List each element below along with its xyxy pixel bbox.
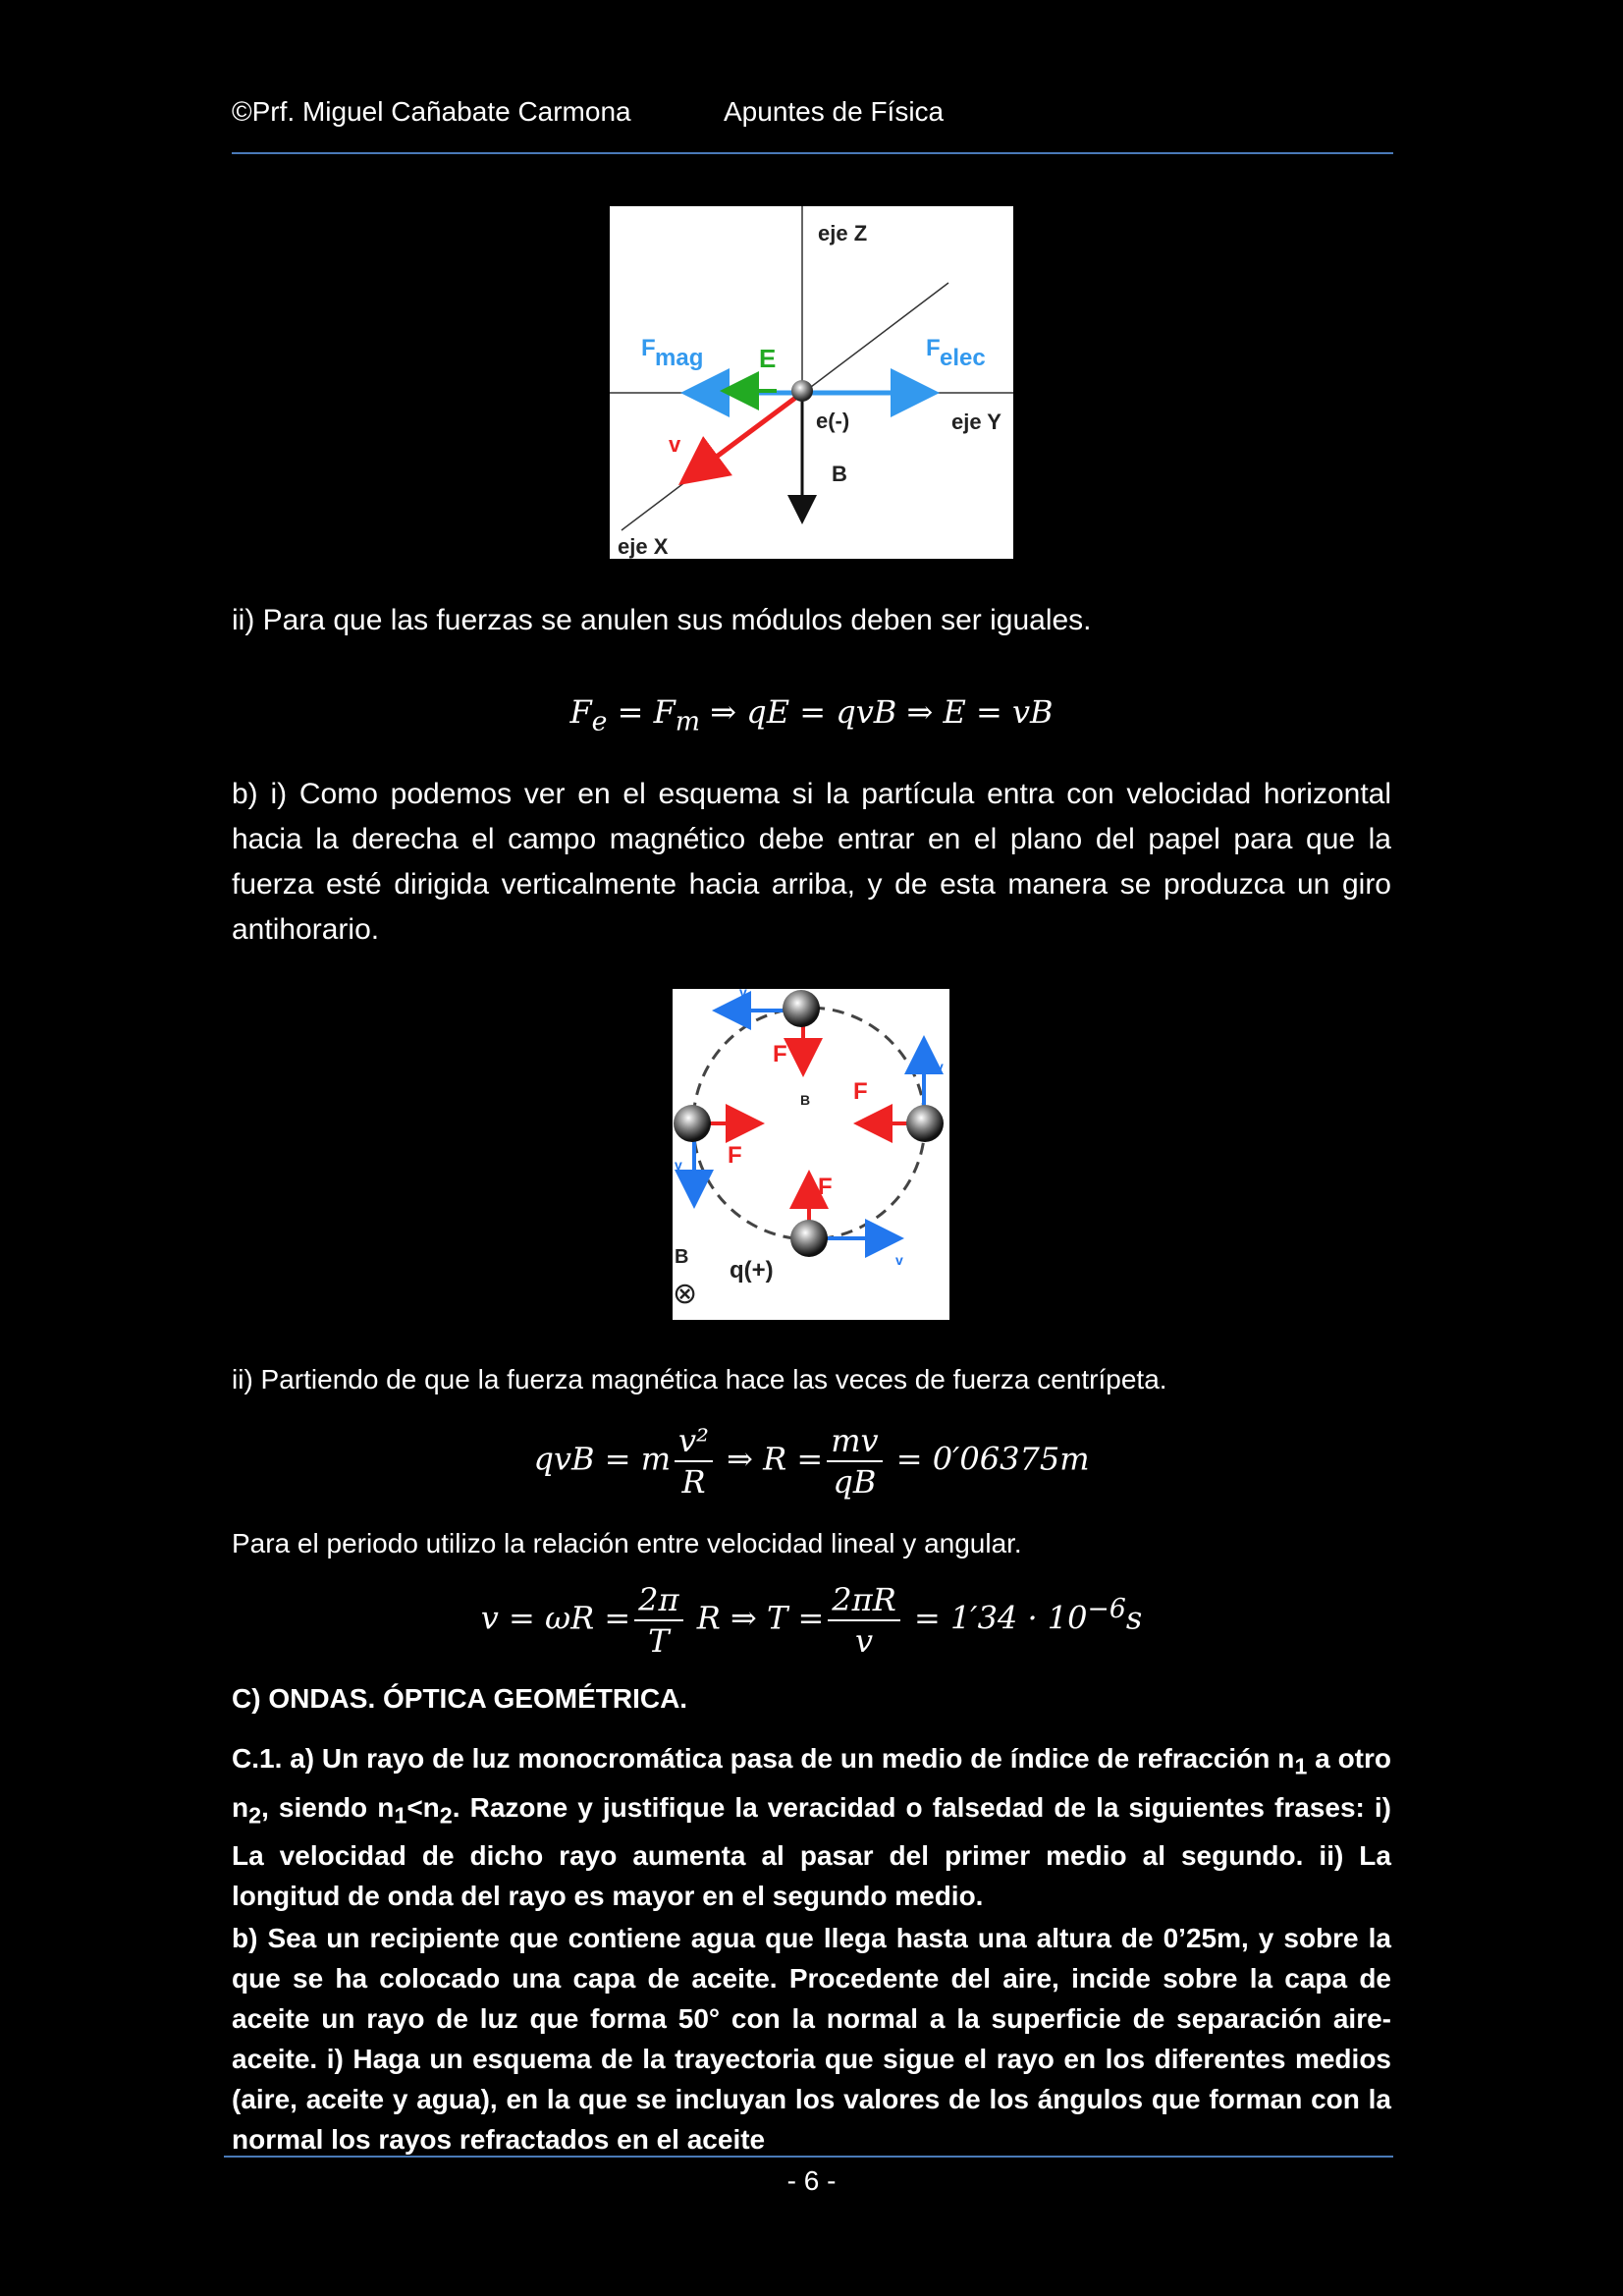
label-charge: q(+) xyxy=(730,1257,774,1284)
paragraph-ii-centripetal: ii) Partiendo de que la fuerza magnética hace las veces de fuerza centrípeta. xyxy=(232,1364,1167,1394)
qc1a-part-2: a otro n xyxy=(232,1743,1391,1823)
eq2-den1: R xyxy=(681,1463,706,1501)
equation-period xyxy=(232,1580,1391,1661)
label-f-top: F xyxy=(773,1041,787,1067)
qc1a-sub-1: 1 xyxy=(1294,1753,1308,1779)
section-heading-c: C) ONDAS. ÓPTICA GEOMÉTRICA. xyxy=(232,1683,688,1714)
label-v-bottom: v xyxy=(895,1252,903,1268)
footer-rule xyxy=(224,2156,1393,2158)
eq3-rhs: = 1′34 · 10 xyxy=(913,1599,1088,1637)
qc1a-sub-7: 2 xyxy=(439,1802,453,1829)
circular-motion-diagram xyxy=(673,989,949,1320)
charge-top xyxy=(783,990,820,1027)
eq1-equals: = xyxy=(607,693,654,731)
qc1a-sub-5: 1 xyxy=(394,1802,407,1829)
header-author: ©Prf. Miguel Cañabate Carmona xyxy=(232,96,631,127)
label-f-elec: F xyxy=(926,335,941,361)
eq3-den2: v xyxy=(855,1622,874,1660)
header-rule xyxy=(232,152,1393,154)
paragraph-period: Para el periodo utilizo la relación entre velocidad lineal y angular. xyxy=(232,1528,1022,1558)
label-f-left: F xyxy=(728,1142,742,1169)
eq2-lhs: qvB = m xyxy=(533,1440,672,1478)
paragraph-b-i: b) i) Como podemos ver en el esquema si la partícula entra con velocidad horizontal hacia la derecha el campo magnético debe entrar en el plano del papel para que la fuerza esté dirigida verticalmente hacia arriba, y de esta manera se produzca un giro antihorario. xyxy=(232,778,1391,946)
eq3-exp: −6 xyxy=(1087,1593,1126,1624)
eq3-fraction-2 xyxy=(828,1580,899,1661)
header-subject: Apuntes de Física xyxy=(724,96,945,127)
label-v-right: v xyxy=(936,1059,944,1074)
label-v-top: v xyxy=(739,989,747,1000)
qc1a-part-4: , siendo n xyxy=(261,1791,395,1823)
figure-crossed-fields xyxy=(610,206,1013,559)
eq3-unit: s xyxy=(1125,1599,1143,1637)
label-eje-z: eje Z xyxy=(818,221,868,246)
label-f-right: F xyxy=(853,1078,868,1105)
eq1-f2: F xyxy=(653,693,676,731)
charge-left xyxy=(674,1105,711,1142)
paragraph-ii-forces: ii) Para que las fuerzas se anulen sus módulos deben ser iguales. xyxy=(232,604,1092,636)
eq1-rest: ⇒ qE = qvB ⇒ E = vB xyxy=(710,693,1054,731)
eq3-num1: 2π xyxy=(634,1580,682,1621)
charge-right xyxy=(906,1105,944,1142)
label-eje-y: eje Y xyxy=(951,410,1001,434)
equation-radius xyxy=(232,1421,1391,1502)
label-b-field: B xyxy=(832,462,847,486)
label-b-center: B xyxy=(800,1092,811,1108)
label-e-field: E xyxy=(759,344,777,373)
crossed-fields-diagram xyxy=(610,206,1013,559)
question-c1-b: b) Sea un recipiente que contiene agua que llega hasta una altura de 0’25m, y sobre la que se ha colocado una capa de aceite. Procedente del aire, incide sobre la capa de aceite un rayo de luz que forma 50° con la normal a la superficie de separación aire-aceite. i) Haga un esquema de la trayectoria que sigue el rayo en los diferentes medios (aire, aceite y agua), en la que se incluyan los valores de los ángulos que forman con la normal los rayos refractados en el aceite xyxy=(232,1923,1391,2155)
eq3-num2: 2πR xyxy=(828,1580,899,1621)
question-c1-a xyxy=(232,1738,1391,1916)
label-f-mag: F xyxy=(641,335,656,361)
label-eje-x: eje X xyxy=(618,534,669,559)
eq1-m-sub: m xyxy=(675,706,701,738)
into-page-icon: ⊗ xyxy=(673,1277,698,1311)
eq2-fraction-1 xyxy=(675,1421,713,1502)
eq2-num2: mv xyxy=(827,1421,882,1462)
eq2-mid: ⇒ R = xyxy=(727,1440,824,1478)
charge-bottom xyxy=(790,1220,828,1257)
figure-circular-motion xyxy=(673,989,949,1320)
page-number: - 6 - xyxy=(786,2165,837,2196)
eq2-num1: v² xyxy=(675,1421,713,1462)
label-velocity: v xyxy=(669,432,681,457)
eq2-rhs: = 0′06375m xyxy=(895,1440,1090,1478)
electron-sphere xyxy=(791,380,813,402)
label-f-elec-sub: elec xyxy=(940,345,986,371)
eq3-mid: R ⇒ T = xyxy=(696,1599,825,1637)
eq1-f: F xyxy=(569,693,592,731)
qc1a-sub-3: 2 xyxy=(248,1802,262,1829)
eq3-den1: T xyxy=(648,1622,670,1660)
velocity-arrow xyxy=(686,393,802,479)
equation-force-balance xyxy=(232,693,1391,737)
label-f-mag-sub: mag xyxy=(655,345,704,371)
label-v-left: v xyxy=(675,1157,682,1173)
eq3-lhs: v = ωR = xyxy=(480,1599,631,1637)
eq2-fraction-2 xyxy=(827,1421,882,1502)
eq1-e-sub: e xyxy=(591,706,608,738)
eq2-den2: qB xyxy=(833,1463,877,1501)
label-f-bottom: F xyxy=(818,1174,833,1200)
label-electron: e(-) xyxy=(816,409,850,433)
eq3-fraction-1 xyxy=(634,1580,682,1661)
qc1a-part-6: <n xyxy=(406,1791,440,1823)
label-b-corner: B xyxy=(675,1246,689,1268)
qc1a-part-0: C.1. a) Un rayo de luz monocromática pasa de un medio de índice de refracción n xyxy=(232,1743,1295,1774)
qc1a-part-8: . Razone y justifique la veracidad o falsedad de la siguientes frases: i) La velocidad de dicho rayo aumenta al pasar del primer medio al segundo. ii) La longitud de onda del rayo es mayor en el segundo medio. xyxy=(232,1791,1391,1912)
